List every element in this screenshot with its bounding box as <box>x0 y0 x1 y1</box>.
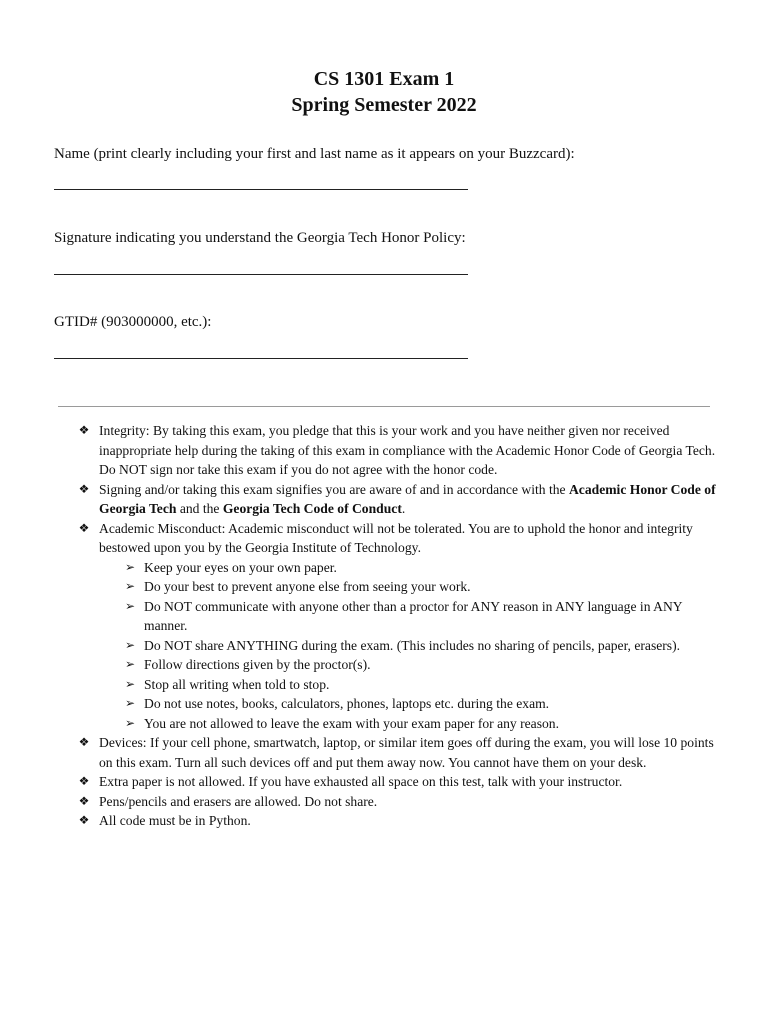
sub-item-text: Do your best to prevent anyone else from seeing your work. <box>144 579 471 594</box>
rule-integrity <box>0 421 768 480</box>
diamond-bullet-icon: ❖ <box>78 774 90 788</box>
code-of-conduct-emphasis: Georgia Tech Code of Conduct <box>222 501 402 516</box>
rule-code <box>0 811 768 831</box>
arrow-bullet-icon: ➢ <box>124 637 136 652</box>
rule-devices-text: Devices: If your cell phone, smartwatch, laptop, or similar item goes off during the exam, you will lose 10 points on this exam. Turn all such devices off and put them away now. You cannot have them on your desk. <box>99 735 714 770</box>
exam-rules-list <box>0 421 768 831</box>
gtid-field-label: GTID# (903000000, etc.): <box>54 314 212 330</box>
arrow-bullet-icon: ➢ <box>124 696 136 710</box>
sub-item-text: Do NOT communicate with anyone other than a proctor for ANY reason in ANY language in ANY manner. <box>144 598 683 633</box>
rule-extra-paper <box>0 772 768 792</box>
rule-signing-text: . <box>401 501 406 516</box>
name-field-line[interactable] <box>54 189 468 190</box>
gtid-field-line[interactable] <box>54 358 468 359</box>
section-divider <box>58 406 710 407</box>
arrow-bullet-icon: ➢ <box>124 657 136 671</box>
misconduct-sub-item <box>0 597 768 636</box>
arrow-bullet-icon: ➢ <box>124 598 136 613</box>
sub-item-text: You are not allowed to leave the exam with your exam paper for any reason. <box>144 715 559 731</box>
rule-integrity-text: Integrity: By taking this exam, you pledge that this is your work and you have neither given nor received inappropriate help during the taking of this exam in compliance with the Academic Honor Code of Georgia Tech. Do NOT sign nor take this exam if you do not agree with the honor code. <box>99 423 716 477</box>
misconduct-sub-item <box>0 675 768 695</box>
sub-item-text: Stop all writing when told to stop. <box>144 676 330 692</box>
exam-title: CS 1301 Exam 1 <box>313 68 455 90</box>
misconduct-sub-item <box>0 655 768 675</box>
misconduct-sub-item <box>0 694 768 714</box>
signature-field-label: Signature indicating you understand the Georgia Tech Honor Policy: <box>54 230 466 246</box>
name-field-label: Name (print clearly including your first and last name as it appears on your Buzzcard): <box>54 146 575 162</box>
arrow-bullet-icon: ➢ <box>124 579 136 593</box>
misconduct-sub-item <box>0 714 768 734</box>
signature-field-line[interactable] <box>54 274 468 275</box>
rule-devices <box>0 733 768 772</box>
misconduct-sub-item <box>0 577 768 597</box>
diamond-bullet-icon: ❖ <box>78 520 90 535</box>
rule-pens <box>0 792 768 812</box>
sub-item-text: Do not use notes, books, calculators, phones, laptops etc. during the exam. <box>144 696 550 711</box>
sub-item-text: Follow directions given by the proctor(s). <box>144 657 371 672</box>
sub-item-text: Keep your eyes on your own paper. <box>144 559 337 575</box>
arrow-bullet-icon: ➢ <box>124 676 136 691</box>
diamond-bullet-icon: ❖ <box>78 481 90 496</box>
diamond-bullet-icon: ❖ <box>78 793 90 808</box>
rule-misconduct <box>0 519 768 558</box>
exam-semester: Spring Semester 2022 <box>291 94 477 116</box>
arrow-bullet-icon: ➢ <box>124 715 136 730</box>
rule-code-text: All code must be in Python. <box>99 813 251 828</box>
rule-extra-paper-text: Extra paper is not allowed. If you have exhausted all space on this test, talk with your instructor. <box>99 774 623 789</box>
rule-signing-text: and the <box>176 501 223 516</box>
honor-code-emphasis: Academic Honor Code of Georgia Tech <box>99 481 716 516</box>
rule-pens-text: Pens/pencils and erasers are allowed. Do not share. <box>99 793 378 809</box>
misconduct-sub-item <box>0 558 768 578</box>
rule-signing <box>0 480 768 519</box>
arrow-bullet-icon: ➢ <box>124 559 136 574</box>
misconduct-sub-item <box>0 636 768 656</box>
rule-misconduct-text: Academic Misconduct: Academic misconduct will not be tolerated. You are to uphold the honor and integrity bestowed upon you by the Georgia Institute of Technology. <box>99 520 693 555</box>
rule-signing-text: Signing and/or taking this exam signifies you are aware of and in accordance with the <box>99 481 569 497</box>
diamond-bullet-icon: ❖ <box>78 423 90 437</box>
diamond-bullet-icon: ❖ <box>78 813 90 827</box>
sub-item-text: Do NOT share ANYTHING during the exam. (This includes no sharing of pencils, paper, erasers). <box>144 637 681 653</box>
diamond-bullet-icon: ❖ <box>78 735 90 749</box>
